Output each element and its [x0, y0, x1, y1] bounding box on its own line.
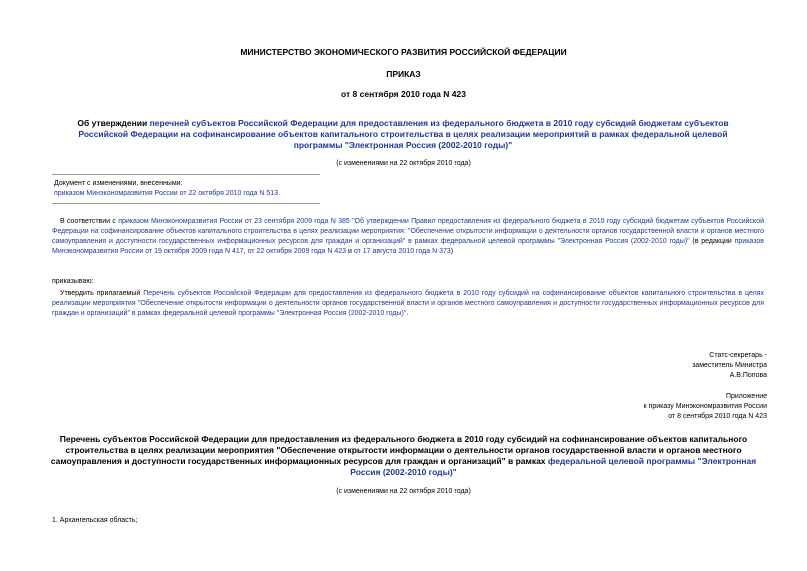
list-title-text: Перечень субъектов Российской Федерации для предоставления из федерального бюджета в 2010 году субсидий на софинансирование объектов капитального строительства в целях реализации мероприятия "Обеспечение открытости информации о деятельности органов государственной власти и органов местного самоуправления и доступности государственных информационных ресурсов для граждан и организаций" в рамках	[50, 434, 748, 466]
changes-box-top-rule	[52, 174, 320, 175]
approve-text-2: .	[406, 310, 409, 317]
changes-box-bottom-rule	[52, 203, 320, 204]
changes-box-line1: Документ с изменениями, внесенными:	[54, 180, 183, 187]
changes-box-link[interactable]: приказом Минэкономразвития России от 22 октября 2010 года N 513.	[54, 190, 281, 197]
preamble-text-2: (в редакции	[689, 238, 735, 245]
preamble-text-3: ,	[243, 248, 248, 255]
order-word: приказываю:	[52, 278, 94, 285]
doc-title	[58, 118, 748, 151]
appendix-line3: от 8 сентября 2010 года N 423	[668, 413, 767, 420]
preamble-link-order-373[interactable]: от 17 августа 2010 года N 373	[353, 248, 451, 255]
signature-line1: Статс-секретарь -	[709, 352, 767, 359]
signature-line2: заместитель Министра	[692, 362, 767, 369]
approve-paragraph	[52, 289, 764, 319]
preamble-link-order-385[interactable]: приказом Минэкономразвития России от 23 сентября 2009 года N 385 "Об утверждении Правил предоставления из федерального бюджета в 2010 году субсидий бюджетам субъектов Российской Федерации на софинансирование объектов капитального строительства в целях реализации мероприятия: "Обеспечение открытости информации о деятельности органов государственной власти и органов местного самоуправления и доступности государственных информационных ресурсов для граждан и организаций" в рамках федеральной целевой программы "Электронная Россия (2002-2010 годы)"	[52, 218, 764, 245]
list-item: 1. Архангельская область;	[52, 517, 138, 524]
preamble-text-4: и	[346, 248, 354, 255]
amended-note: (с изменениями на 22 октября 2010 года)	[336, 160, 471, 167]
approve-text-1: Утвердить прилагаемый	[60, 290, 144, 297]
ministry-name: МИНИСТЕРСТВО ЭКОНОМИЧЕСКОГО РАЗВИТИЯ РОССИЙСКОЙ ФЕДЕРАЦИИ	[240, 47, 567, 57]
signature-block	[692, 351, 767, 381]
preamble-text-1: В соответствии с	[60, 218, 119, 225]
list-title	[36, 434, 771, 478]
preamble-link-order-417[interactable]: приказов Минэкономразвития России от 19 октября 2009 года N 417	[52, 238, 764, 255]
doc-title-prefix: Об утверждении	[77, 118, 150, 128]
list-title-link[interactable]: федеральной целевой программы "Электронная Россия (2002-2010 годы)"	[350, 456, 757, 477]
doc-date-number: от 8 сентября 2010 года N 423	[341, 89, 466, 99]
preamble-link-order-423[interactable]: от 22 октября 2009 года N 423	[247, 248, 347, 255]
preamble-paragraph	[52, 217, 764, 257]
appendix-line2: к приказу Минэкономразвития России	[643, 403, 767, 410]
signature-name: А.В.Попова	[729, 372, 767, 379]
list-amended-note: (с изменениями на 22 октября 2010 года)	[336, 488, 471, 495]
preamble-text-5: )	[450, 248, 454, 255]
appendix-line1: Приложение	[725, 393, 767, 400]
doc-title-link[interactable]: перечней субъектов Российской Федерации для предоставления из федерального бюджета в 2010 году субсидий бюджетам субъектов Российской Федерации на софинансирование объектов капитального строительства в целях реализации мероприятий в рамках федеральной целевой программы "Электронная Россия (2002-2010 годы)"	[78, 118, 729, 150]
approve-link-list[interactable]: Перечень субъектов Российской Федерации для предоставления из федерального бюджета в 2010 году субсидий на софинансирование объектов капитального строительства в целях реализации мероприятия "Обеспечение открытости информации о деятельности органов государственной власти и органов местного самоуправления и доступности государственных информационных ресурсов для граждан и организаций" в рамках федеральной целевой программы "Электронная Россия (2002-2010 годы)"	[52, 290, 764, 317]
doc-type: ПРИКАЗ	[386, 69, 421, 79]
appendix-block	[644, 392, 767, 422]
